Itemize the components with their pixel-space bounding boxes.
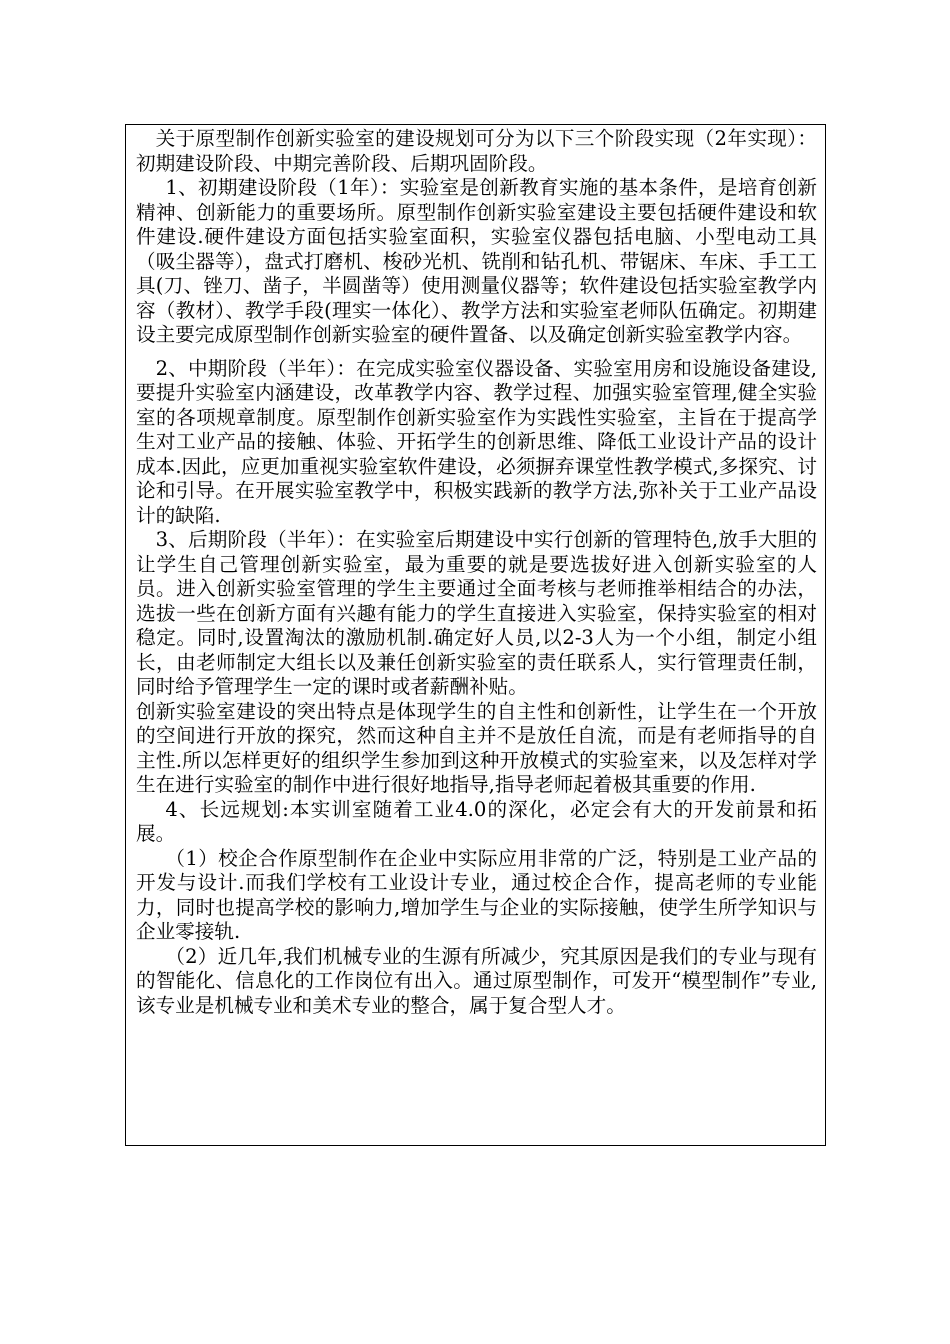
paragraph-stage-3: 3、后期阶段（半年）：在实验室后期建设中实行创新的管理特色,放手大胆的让学生自己管理创新实验室，最为重要的就是要选拔好进入创新实验室的人员。进入创新实验室管理的学生主要通过全面考核与老师推举相结合的办法，选拔一些在创新方面有兴趣有能力的学生直接进入实验室，保持实验室的相对稳定。同时,设置淘汰的激励机制.确定好人员,以2-3人为一个小组，制定小组长，由老师制定大组长以及兼任创新实验室的责任联系人，实行管理责任制，同时给予管理学生一定的课时或者薪酬补贴。 (136, 528, 817, 698)
paragraph-long-term-1: （1）校企合作原型制作在企业中实际应用非常的广泛，特别是工业产品的开发与设计.而我们学校有工业设计专业，通过校企合作，提高老师的专业能力，同时也提高学校的影响力,增加学生与企业的实际接触，使学生所学知识与企业零接轨. (136, 846, 817, 943)
paragraph-intro: 关于原型制作创新实验室的建设规划可分为以下三个阶段实现（2年实现）：初期建设阶段、中期完善阶段、后期巩固阶段。 (136, 127, 817, 175)
paragraph-stage-2: 2、中期阶段（半年）：在完成实验室仪器设备、实验室用房和设施设备建设,要提升实验室内涵建设，改革教学内容、教学过程、加强实验室管理,健全实验室的各项规章制度。原型制作创新实验室作为实践性实验室，主旨在于提高学生对工业产品的接触、体验、开拓学生的创新思维、降低工业设计产品的设计成本.因此，应更加重视实验室软件建设，必须摒弃课堂性教学模式,多探究、讨论和引导。在开展实验室教学中，积极实践新的教学方法,弥补关于工业产品设计的缺陷. (136, 356, 817, 527)
paragraph-long-term: 4、长远规划:本实训室随着工业4.0的深化，必定会有大的开发前景和拓展。 (136, 797, 817, 845)
paragraph-features: 创新实验室建设的突出特点是体现学生的自主性和创新性，让学生在一个开放的空间进行开放的探究，然而这种自主并不是放任自流，而是有老师指导的自主性.所以怎样更好的组织学生参加到这种开放模式的实验室来，以及怎样对学生在进行实验室的制作中进行很好地指导,指导老师起着极其重要的作用. (136, 699, 817, 796)
paragraph-long-term-2: （2）近几年,我们机械专业的生源有所减少，究其原因是我们的专业与现有的智能化、信息化的工作岗位有出入。通过原型制作，可发开“模型制作”专业,该专业是机械专业和美术专业的整合，属于复合型人才。 (136, 944, 817, 1017)
paragraph-stage-1: 1、初期建设阶段（1年）：实验室是创新教育实施的基本条件，是培育创新精神、创新能力的重要场所。原型制作创新实验室建设主要包括硬件建设和软件建设.硬件建设方面包括实验室面积，实验室仪器包括电脑、小型电动工具（吸尘器等），盘式打磨机、梭砂光机、铣削和钻孔机、带锯床、车床、手工工具(刀、锉刀、凿子，半圆凿等）使用测量仪器等；软件建设包括实验室教学内容（教材）、教学手段(理实一体化）、教学方法和实验室老师队伍确定。初期建设主要完成原型制作创新实验室的硬件置备、以及确定创新实验室教学内容。 (136, 176, 817, 346)
document-frame (125, 124, 826, 1146)
